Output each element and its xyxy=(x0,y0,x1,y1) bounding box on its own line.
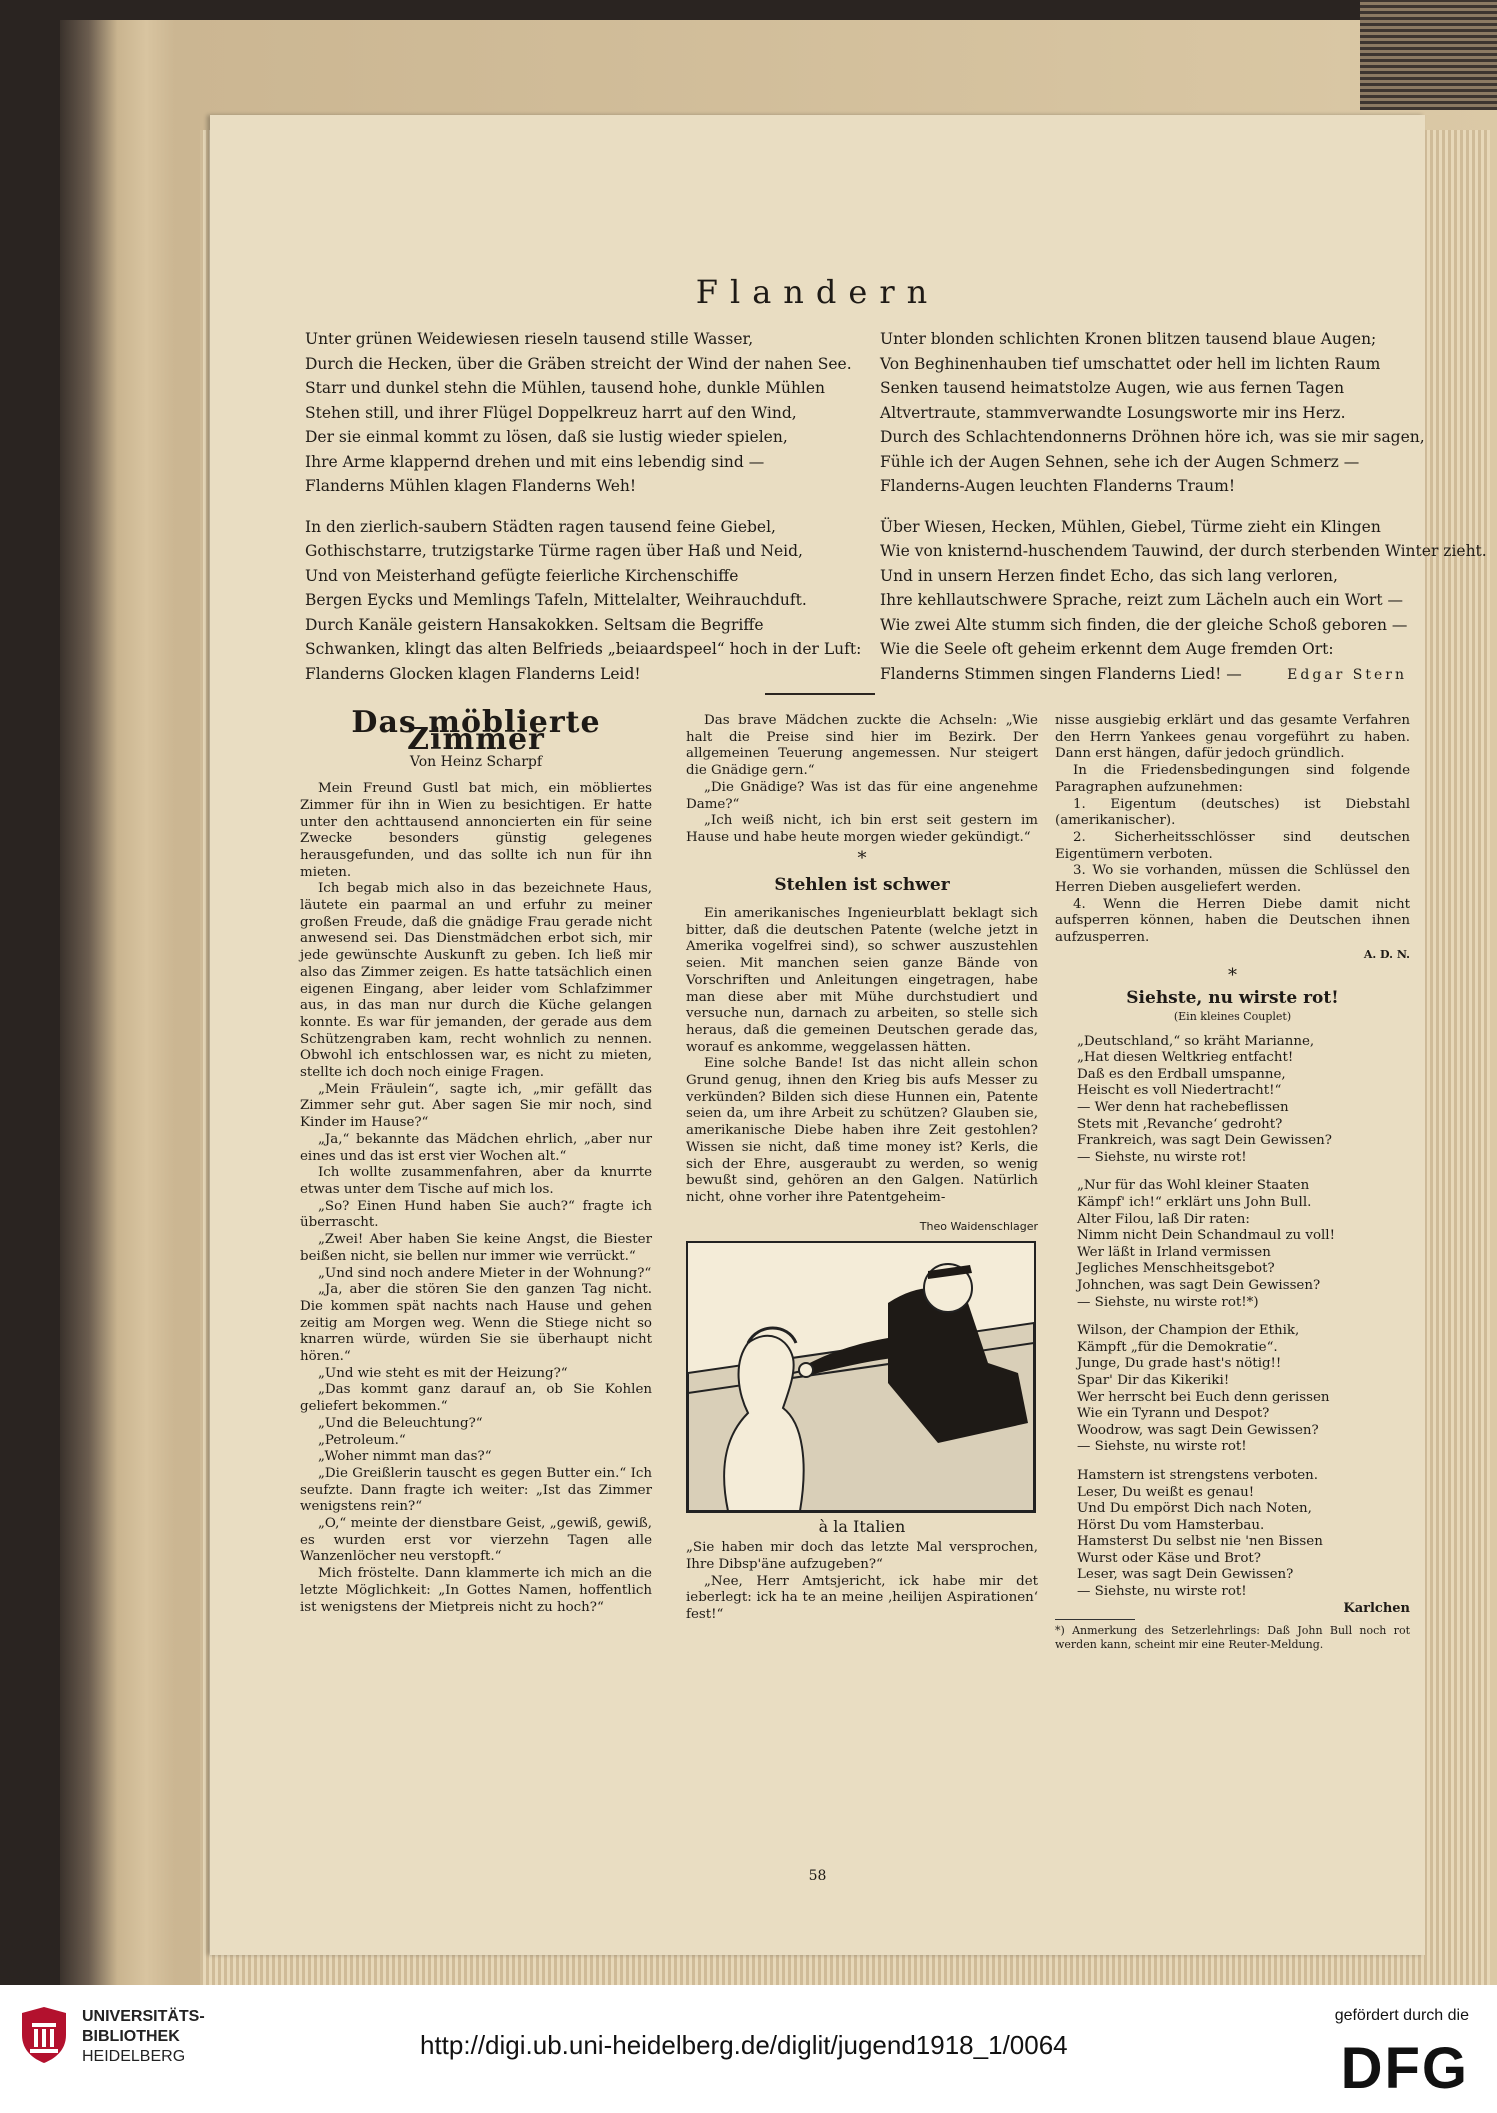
star-divider: * xyxy=(1228,964,1237,986)
paragraph: „Ja,“ bekannte das Mädchen ehrlich, „aber nur eines und das ist erst vier Wochen alt.“ xyxy=(300,1131,652,1164)
poem-stanza xyxy=(305,327,861,499)
column-1 xyxy=(300,705,652,1616)
verse-line: Kämpft „für die Demokratie“. xyxy=(1077,1339,1278,1355)
book-spine-edge xyxy=(1360,0,1497,110)
verse-line: „Deutschland,“ so kräht Marianne, xyxy=(1077,1033,1315,1049)
paragraph: „Petroleum.“ xyxy=(318,1432,406,1448)
cartoon-caption: „Sie haben mir doch das letzte Mal versprochen, Ihre Dibsp'äne aufzugeben?“ xyxy=(686,1540,1038,1572)
footnote: *) Anmerkung des Setzerlehrlings: Daß John Bull noch rot werden kann, scheint mir eine Reuter-Meldung. xyxy=(1055,1624,1410,1652)
verse-line: Spar' Dir das Kikeriki! xyxy=(1077,1372,1230,1388)
scanned-page xyxy=(210,115,1487,1955)
verse-line: Wurst oder Käse und Brot? xyxy=(1077,1550,1261,1566)
article-signature: Karlchen xyxy=(1343,1600,1410,1616)
verse-line: Durch Kanäle geistern Hansakokken. Seltsam die Begriffe xyxy=(305,615,764,634)
column-3 xyxy=(1055,713,1410,1652)
verse-line: Heischt es voll Niedertracht!“ xyxy=(1077,1083,1282,1099)
library-name-line: BIBLIOTHEK xyxy=(82,2028,180,2045)
library-name-line: HEIDELBERG xyxy=(82,2048,186,2065)
poem-stanza xyxy=(880,327,1487,499)
page-number: 58 xyxy=(808,1868,827,1884)
couplet-stanza xyxy=(1077,1323,1410,1456)
poem-stanza xyxy=(305,515,861,687)
verse-line: — Siehste, nu wirste rot!*) xyxy=(1077,1294,1259,1310)
poem-left-column xyxy=(305,327,861,702)
verse-line: „Nur für das Wohl kleiner Staaten xyxy=(1077,1178,1310,1194)
article-signature: A. D. N. xyxy=(1363,947,1410,961)
cartoon-drawing xyxy=(688,1243,1034,1511)
verse-line: Kämpf' ich!“ erklärt uns John Bull. xyxy=(1077,1195,1312,1210)
verse-line: Der sie einmal kommt zu lösen, daß sie lustig wieder spielen, xyxy=(305,428,788,446)
paragraph: Ein amerikanisches Ingenieurblatt beklagt sich bitter, daß die deutschen Patente (welche jetzt in Amerika vogelfrei sind), so schwer auszustehlen seien. Mit manchen seien ganze Bände von Vorschriften und Anleitungen eingetragen, habe man diese aber mit Mühe durchstudiert und versuche nun, darnach zu arbeiten, so stelle sich heraus, daß die gemeinen Deutschen gerade das, worauf es ankomme, weggelassen hätten. xyxy=(686,906,1038,1055)
paragraph: „Die Gnädige? Was ist das für eine angenehme Dame?“ xyxy=(686,779,1038,812)
verse-line: Fühle ich der Augen Sehnen, sehe ich der Augen Schmerz — xyxy=(880,452,1360,471)
verse-line: Wer herrscht bei Euch denn gerissen xyxy=(1077,1389,1330,1405)
verse-line: Stets mit ‚Revanche‘ gedroht? xyxy=(1077,1116,1283,1132)
poem-stanza xyxy=(880,515,1487,687)
verse-line: Frankreich, was sagt Dein Gewissen? xyxy=(1077,1133,1332,1149)
verse-line: Unter grünen Weidewiesen rieseln tausend stille Wasser, xyxy=(305,330,754,348)
verse-line: Leser, was sagt Dein Gewissen? xyxy=(1077,1567,1294,1583)
verse-line: Hamstern ist strengstens verboten. xyxy=(1077,1467,1319,1483)
paragraph: Ich begab mich also in das bezeichnete Haus, läutete ein paarmal an und erfuhr zu meiner großen Freude, daß die gnädige Frau gerade nicht anwesend sei. Das Dienstmädchen erbot sich, mir jede gewünschte Auskunft zu geben. Ich ließ mir also das Zimmer zeigen. Es hatte tatsächlich einen eigenen Eingang, aber leider vom Schlafzimmer aus, in das man nur durch die Küche gelangen konnte. Es war für jemanden, der gerade aus dem Schützengraben kam, recht wohnlich zu nennen. Obwohl ich entschlossen war, es nicht zu mieten, stellte ich doch noch einige Fragen. xyxy=(300,881,652,1081)
verse-line: Altvertraute, stammverwandte Losungsworte mir ins Herz. xyxy=(880,403,1346,422)
paragraph: „O,“ meinte der dienstbare Geist, „gewiß, gewiß, es wurden erst vor vierzehn Tagen alle Wanzenlöcher neu verstopft.“ xyxy=(300,1516,652,1565)
verse-line: Schwanken, klingt das alten Belfrieds „beiaardspeel“ hoch in der Luft: xyxy=(305,640,862,658)
verse-line: — Siehste, nu wirste rot! xyxy=(1077,1149,1247,1165)
verse-line: Bergen Eycks und Memlings Tafeln, Mittelalter, Weihrauchduft. xyxy=(305,591,807,609)
verse-line: Flanderns Stimmen singen Flanderns Lied! — xyxy=(880,664,1242,683)
viewer-footer xyxy=(0,1985,1497,2113)
poem-right-column xyxy=(880,327,1487,702)
paragraph: „Die Greißlerin tauscht es gegen Butter ein.“ Ich seufzte. Dann fragte ich weiter: „Ist das Zimmer wenigstens rein?“ xyxy=(300,1465,652,1515)
dfg-logo: DFG xyxy=(1340,2036,1469,2101)
permalink-url[interactable]: http://digi.ub.uni-heidelberg.de/diglit/jugend1918_1/0064 xyxy=(420,2030,1068,2060)
verse-line: Johnchen, was sagt Dein Gewissen? xyxy=(1077,1277,1321,1293)
verse-line: Alter Filou, laß Dir raten: xyxy=(1077,1211,1250,1227)
verse-line: In den zierlich-saubern Städten ragen tausend feine Giebel, xyxy=(305,517,776,536)
paragraph: „Das kommt ganz darauf an, ob Sie Kohlen geliefert bekommen.“ xyxy=(300,1382,652,1415)
verse-line: Unter blonden schlichten Kronen blitzen tausend blaue Augen; xyxy=(880,330,1377,348)
cartoon-title: à la Italien xyxy=(818,1517,906,1537)
couplet-stanza xyxy=(1077,1034,1410,1167)
article-title: Siehste, nu wirste rot! xyxy=(1126,988,1339,1009)
cartoon-caption: „Nee, Herr Amtsjericht, ick habe mir det ieberlegt: ick ha te an meine ‚heilijen Aspirationen‘ fest!“ xyxy=(686,1573,1038,1622)
paragraph: „Mein Fräulein“, sagte ich, „mir gefällt das Zimmer sehr gut. Aber sagen Sie mir noch, sind Kinder im Hause?“ xyxy=(300,1081,652,1131)
cartoon-artist: Theo Waidenschlager xyxy=(919,1219,1038,1233)
list-item: 2. Sicherheitsschlösser sind deutschen Eigentümern verboten. xyxy=(1055,829,1410,862)
paragraph: „Und wie steht es mit der Heizung?“ xyxy=(318,1365,568,1381)
verse-line: „Hat diesen Weltkrieg entfacht! xyxy=(1077,1050,1294,1066)
paragraph: „Und die Beleuchtung?“ xyxy=(318,1415,483,1431)
paragraph: nisse ausgiebig erklärt und das gesamte Verfahren den Herrn Yankees genau vorgeführt zu haben. Dann erst hängen, dafür jedoch gründlich. xyxy=(1055,713,1410,762)
verse-line: Hamsterst Du selbst nie 'nen Bissen xyxy=(1077,1534,1323,1550)
article-title: Stehlen ist schwer xyxy=(774,875,950,896)
verse-line: Ihre Arme klappernd drehen und mit eins lebendig sind — xyxy=(305,452,765,471)
verse-line: Wie zwei Alte stumm sich finden, die der gleiche Schoß geboren — xyxy=(880,615,1408,634)
couplet xyxy=(1055,1034,1410,1601)
verse-line: — Wer denn hat rachebeflissen xyxy=(1077,1100,1289,1116)
university-library-logo xyxy=(18,2005,70,2065)
verse-line: Flanderns Glocken klagen Flanderns Leid! xyxy=(305,664,641,683)
poem-author: Edgar Stern xyxy=(1287,667,1407,683)
verse-line: — Siehste, nu wirste rot! xyxy=(1077,1584,1247,1600)
paragraph: „Ja, aber die stören Sie den ganzen Tag nicht. Die kommen spät nachts nach Hause und gehen zeitig am Morgen weg. Wenn die Stiege nicht so knarren würde, würden Sie sie überhaupt nicht hören.“ xyxy=(300,1282,652,1365)
library-name-line: UNIVERSITÄTS- xyxy=(82,2008,205,2025)
section-divider xyxy=(765,693,875,695)
footnote-rule xyxy=(1055,1619,1135,1620)
list-item: 3. Wo sie vorhanden, müssen die Schlüssel den Herren Dieben ausgeliefert werden. xyxy=(1055,863,1410,896)
verse-line: Wer läßt in Irland vermissen xyxy=(1077,1244,1271,1260)
verse-line: Von Beghinenhauben tief umschattet oder hell im lichten Raum xyxy=(880,354,1381,373)
verse-line: Gothischstarre, trutzigstarke Türme ragen über Haß und Neid, xyxy=(305,542,803,560)
paragraph: Eine solche Bande! Ist das nicht allein schon Grund genug, ihnen den Krieg bis aufs Messer zu verkünden? Bilden sich diese Hunnen ein, Patente seien da, um ihre Arbeit zu schützen? Glauben sie, amerikanische Diebe haben ihre Zeit gestohlen? Wissen sie nicht, daß time money ist? Kerls, die sich der Ehre, ausgeraubt zu werden, so wenig bewußt sind, gehören an den Galgen. Natürlich nicht, ohne vorher ihre Patentgeheim- xyxy=(686,1056,1038,1205)
cartoon-illustration xyxy=(686,1241,1036,1513)
verse-line: Wilson, der Champion der Ethik, xyxy=(1077,1323,1300,1339)
verse-line: Stehen still, und ihrer Flügel Doppelkreuz harrt auf den Wind, xyxy=(305,403,797,422)
column-2 xyxy=(686,713,1038,1624)
article-title: Das möblierte Zimmer xyxy=(351,705,601,757)
verse-line: Und von Meisterhand gefügte feierliche Kirchenschiffe xyxy=(305,566,739,585)
verse-line: Jegliches Menschheitsgebot? xyxy=(1077,1261,1275,1277)
verse-line: Ihre kehllautschwere Sprache, reizt zum Lächeln auch ein Wort — xyxy=(880,591,1403,609)
poem-title: Flandern xyxy=(695,273,940,311)
verse-line: Junge, Du grade hast's nötig!! xyxy=(1077,1356,1282,1372)
couplet-stanza xyxy=(1077,1178,1410,1311)
verse-line: Flanderns Mühlen klagen Flanderns Weh! xyxy=(305,477,637,495)
verse-line: Durch des Schlachtendonnerns Dröhnen höre ich, was sie mir sagen, xyxy=(880,428,1425,446)
article-byline: Von Heinz Scharpf xyxy=(409,754,543,771)
verse-line: Leser, Du weißt es genau! xyxy=(1077,1484,1255,1500)
list-item: 4. Wenn die Herren Diebe damit nicht aufsperren können, haben die Deutschen ihnen aufzusperren. xyxy=(1055,896,1410,946)
verse-line: Und in unsern Herzen findet Echo, das sich lang verloren, xyxy=(880,566,1338,585)
paragraph: „Ich weiß nicht, ich bin erst seit gestern im Hause und habe heute morgen wieder gekündigt.“ xyxy=(686,813,1038,845)
verse-line: Über Wiesen, Hecken, Mühlen, Giebel, Türme zieht ein Klingen xyxy=(880,517,1381,536)
article-subtitle: (Ein kleines Couplet) xyxy=(1173,1009,1292,1023)
verse-line: Daß es den Erdball umspanne, xyxy=(1077,1066,1286,1082)
paragraph: „Woher nimmt man das?“ xyxy=(318,1449,492,1465)
verse-line: Woodrow, was sagt Dein Gewissen? xyxy=(1077,1422,1319,1438)
paragraph: „So? Einen Hund haben Sie auch?“ fragte ich überrascht. xyxy=(300,1198,652,1231)
couplet-stanza xyxy=(1077,1468,1410,1601)
verse-line: Nimm nicht Dein Schandmaul zu voll! xyxy=(1077,1228,1335,1244)
paragraph: „Und sind noch andere Mieter in der Wohnung?“ xyxy=(318,1265,652,1281)
verse-line: Durch die Hecken, über die Gräben streicht der Wind der nahen See. xyxy=(305,354,852,373)
verse-line: Hörst Du vom Hamsterbau. xyxy=(1077,1517,1265,1533)
verse-line: Und Du empörst Dich nach Noten, xyxy=(1077,1501,1312,1517)
paragraph: Mich fröstelte. Dann klammerte ich mich an die letzte Möglichkeit: „In Gottes Namen, hoffentlich ist wenigstens der Mietpreis nicht zu hoch?“ xyxy=(300,1566,652,1615)
paragraph: Ich wollte zusammenfahren, aber da knurrte etwas unter dem Tische auf mich los. xyxy=(300,1165,652,1197)
verse-line: Flanderns-Augen leuchten Flanderns Traum! xyxy=(880,477,1236,495)
paragraph: „Zwei! Aber haben Sie keine Angst, die Biester beißen nicht, sie bellen nur immer wie verrückt.“ xyxy=(300,1232,652,1264)
verse-line: Wie die Seele oft geheim erkennt dem Auge fremden Ort: xyxy=(880,640,1334,658)
verse-line: Wie ein Tyrann und Despot? xyxy=(1077,1406,1270,1422)
verse-line: Starr und dunkel stehn die Mühlen, tausend hohe, dunkle Mühlen xyxy=(305,379,826,397)
paragraph: Mein Freund Gustl bat mich, ein möbliertes Zimmer für ihn in Wien zu besichtigen. Er hatte unter den achttausend annoncierten ein für seine Zwecke besonders günstig gelegenes herausgefunden, und das sollte ich nun für ihn mieten. xyxy=(300,781,652,880)
verse-line: Wie von knisternd-huschendem Tauwind, der durch sterbenden Winter zieht. xyxy=(880,542,1487,560)
verse-line: — Siehste, nu wirste rot! xyxy=(1077,1439,1247,1455)
library-name xyxy=(82,2007,205,2067)
verse-line: Senken tausend heimatstolze Augen, wie aus fernen Tagen xyxy=(880,379,1345,397)
paragraph: In die Friedensbedingungen sind folgende Paragraphen aufzunehmen: xyxy=(1055,763,1410,795)
funding-note: gefördert durch die xyxy=(1334,2007,1469,2024)
list-item: 1. Eigentum (deutsches) ist Diebstahl (amerikanischer). xyxy=(1055,796,1410,829)
paragraph: Das brave Mädchen zuckte die Achseln: „Wie halt die Preise sind hier im Bezirk. Der allgemeinen Teuerung angemessen. Nur steigert die Gnädige gern.“ xyxy=(686,713,1038,779)
star-divider: * xyxy=(857,847,867,869)
